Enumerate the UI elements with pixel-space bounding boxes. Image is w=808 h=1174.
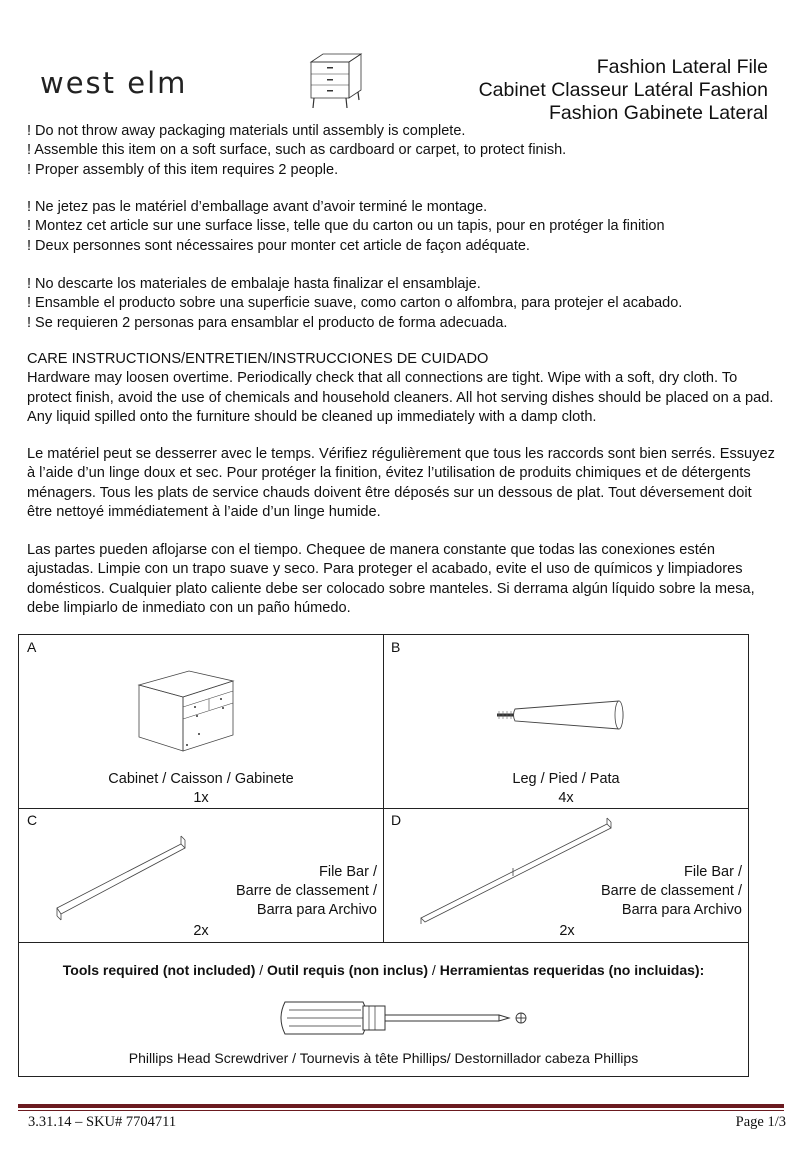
note-line: ! Ne jetez pas le matériel d’emballage avant d’avoir terminé le montage. — [27, 199, 488, 215]
note-line: ! Do not throw away packaging materials until assembly is complete. — [27, 123, 466, 139]
title-fr: Cabinet Classeur Latéral Fashion — [478, 79, 768, 101]
tools-caption: Phillips Head Screwdriver / Tournevis à tête Phillips/ Destornillador cabeza Phillips — [128, 1050, 639, 1066]
tools-title-sep: / — [428, 962, 440, 978]
part-c-name-en: File Bar / — [318, 864, 377, 880]
tools-title-sep: / — [255, 962, 268, 978]
care-heading: CARE INSTRUCTIONS/ENTRETIEN/INSTRUCCIONES DE CUIDADO — [27, 351, 489, 367]
note-line: ! Ensamble el producto sobre una superficie suave, como carton o alfombra, para protejer el acabado. — [27, 295, 683, 312]
part-c-qty: 2x — [193, 923, 209, 939]
part-a-name: Cabinet / Caisson / Gabinete — [108, 771, 294, 787]
care-text-fr: Le matériel peut se desserrer avec le temps. Vérifiez régulièrement que tous les raccords sont bien serrés. Essuyez à l’aide d’un linge doux et sec. Pour protéger la finition, évitez l’utilisation de produits chimiques et de détergents ménagers. Tous les plats de service chauds doivent être déposés sur un dessous de plat. Tout déversement doit être nettoyé immédiatement à l’aide d’un linge humide. — [27, 446, 775, 520]
part-d-name-fr: Barre de classement / — [600, 883, 742, 899]
part-a-letter: A — [27, 639, 37, 655]
part-b-letter: B — [391, 639, 401, 655]
cabinet-thumbnail-icon — [303, 50, 367, 110]
part-d-name-es: Barra para Archivo — [621, 902, 742, 918]
part-c-letter: C — [27, 812, 38, 828]
part-b-cell — [383, 635, 749, 808]
tools-title-es: Herramientas requeridas (no incluidas): — [439, 962, 705, 978]
part-c-cell — [19, 808, 383, 942]
note-line: ! Deux personnes sont nécessaires pour monter cet article de façon adéquate. — [27, 237, 530, 254]
part-a-qty: 1x — [193, 790, 209, 806]
tools-title-fr: Outil requis (non inclus) — [267, 962, 429, 978]
footer-rule-thin — [18, 1110, 784, 1111]
part-d-letter: D — [391, 812, 402, 828]
part-d-cell — [383, 808, 749, 942]
part-d-name-en: File Bar / — [683, 864, 742, 880]
note-line: ! No descarte los materiales de embalaje hasta finalizar el ensamblaje. — [27, 276, 481, 292]
part-c-name-es: Barra para Archivo — [256, 902, 377, 918]
leg-illustration — [495, 697, 635, 733]
cabinet-illustration — [131, 657, 241, 757]
notes-english — [27, 122, 787, 180]
notes-french — [27, 198, 787, 256]
footer-rule — [18, 1104, 784, 1108]
care-text-es: Las partes pueden aflojarse con el tiempo. Chequee de manera constante que todas las conexiones estén ajustadas. Limpie con un trapo suave y seco. Para proteger el acabado, evite el uso de químicos y limpiadores domésticos. Cualquier plato caliente debe ser colocado sobre manteles. Si derrama algún líquido sobre la mesa, debe limpiarlo de inmediato con un paño húmedo. — [27, 542, 755, 616]
part-b-name: Leg / Pied / Pata — [512, 771, 620, 787]
part-c-name-fr: Barre de classement / — [235, 883, 377, 899]
note-line: ! Assemble this item on a soft surface, such as cardboard or carpet, to protect finish. — [27, 142, 567, 159]
footer-date-sku: 3.31.14 – SKU# 7704711 — [28, 1114, 177, 1130]
title-en: Fashion Lateral File — [596, 56, 768, 78]
parts-table — [18, 634, 749, 1077]
title-es: Fashion Gabinete Lateral — [549, 102, 768, 124]
footer-page-number: Page 1/3 — [735, 1114, 786, 1130]
note-line: ! Proper assembly of this item requires 2 people. — [27, 161, 339, 178]
screwdriver-icon — [277, 996, 527, 1040]
tools-required-heading — [19, 962, 748, 978]
brand-logo: west elm — [40, 66, 188, 100]
part-d-qty: 2x — [559, 923, 575, 939]
part-b-qty: 4x — [558, 790, 574, 806]
short-file-bar-illustration — [53, 830, 193, 922]
notes-spanish — [27, 275, 787, 333]
document-titles — [479, 56, 768, 125]
care-text-en: Hardware may loosen overtime. Periodically check that all connections are tight. Wipe with a soft, dry cloth. To protect finish, avoid the use of chemicals and household cleaners. All hot serving dishes should be placed on a pad. Any liquid spilled onto the furniture should be cleaned up immediately with a damp cloth. — [27, 370, 774, 425]
tools-title-en: Tools required (not included) — [62, 962, 256, 978]
part-a-cell — [19, 635, 383, 808]
care-section-en — [27, 350, 779, 427]
note-line: ! Se requieren 2 personas para ensamblar el producto de forma adecuada. — [27, 314, 508, 331]
note-line: ! Montez cet article sur une surface lisse, telle que du carton ou un tapis, pour en protéger la finition — [27, 218, 665, 235]
long-file-bar-illustration — [417, 814, 617, 926]
